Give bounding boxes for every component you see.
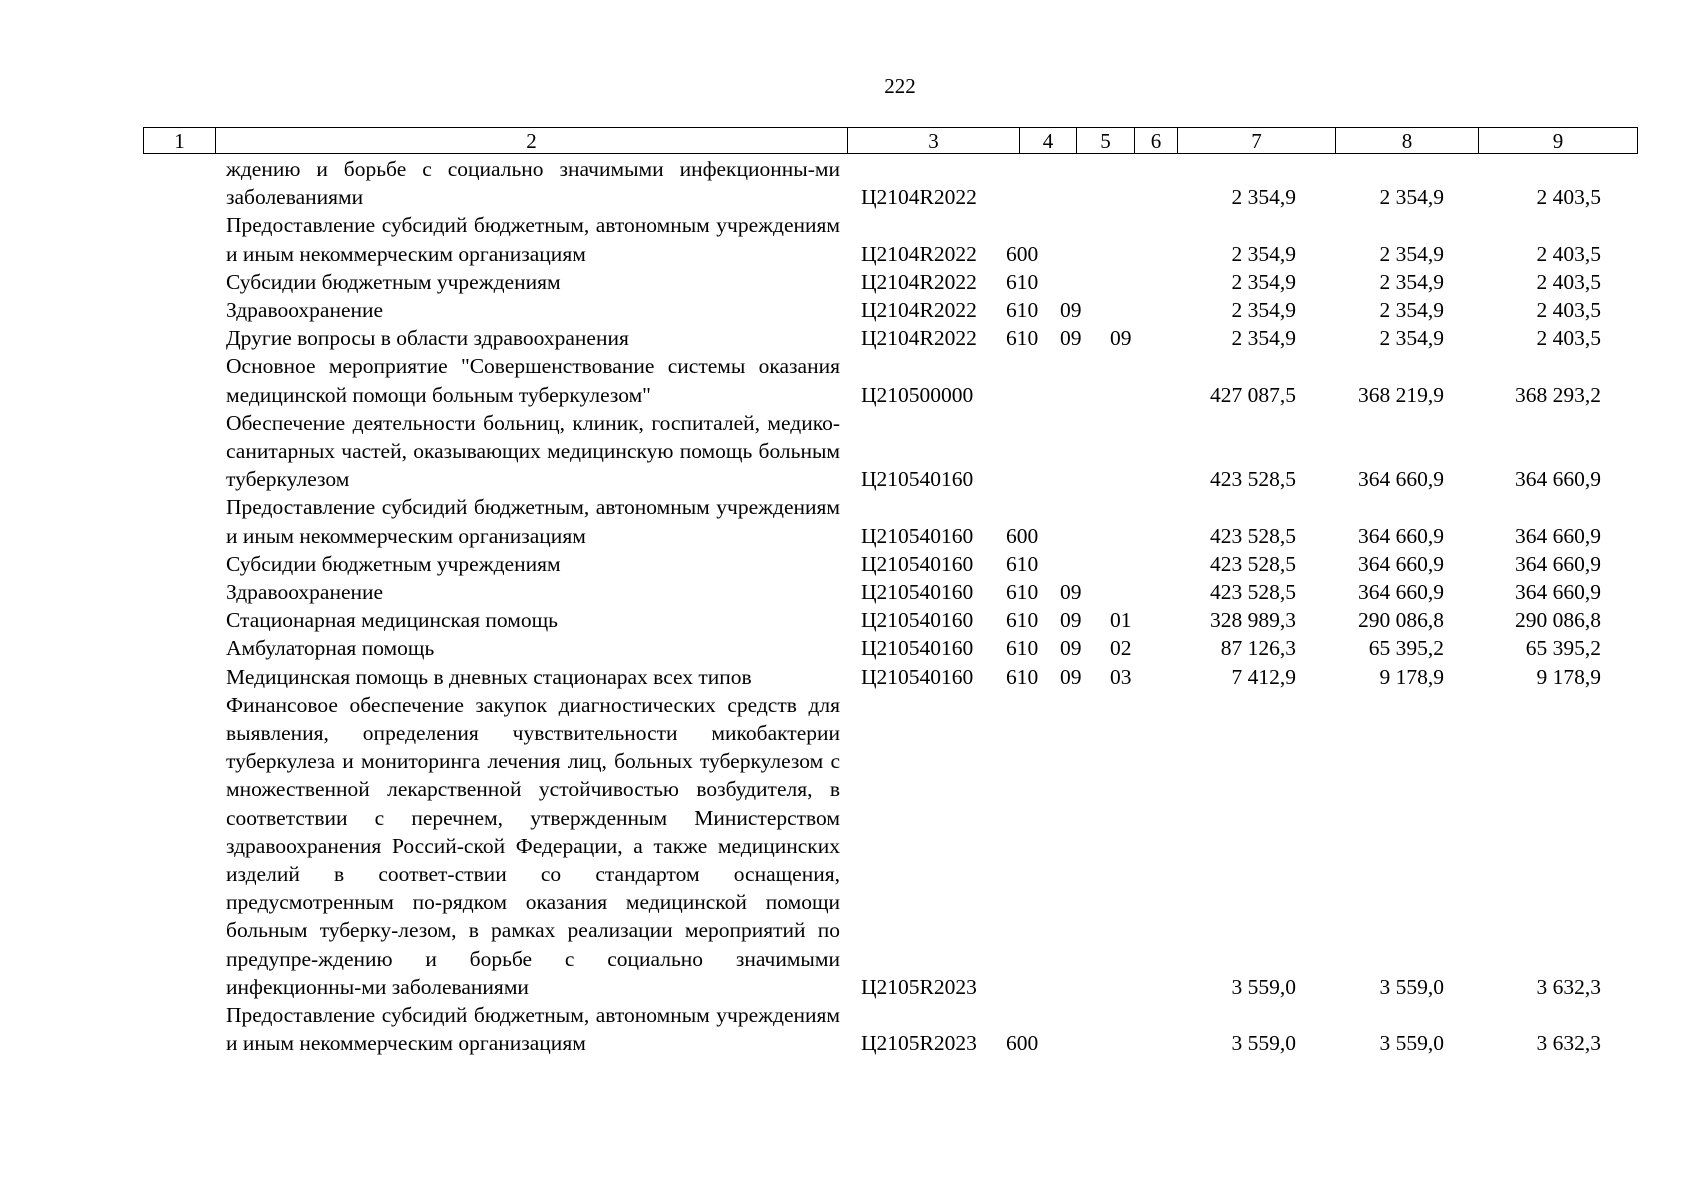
table-row <box>143 211 1637 267</box>
row-value-9: 2 403,5 <box>1536 241 1601 266</box>
row-name: ждению и борьбе с социально значимыми инфекционны-ми заболеваниями <box>226 157 840 210</box>
table-row <box>143 578 1637 606</box>
row-col-4: 600 <box>1006 523 1039 548</box>
table-row <box>143 1001 1637 1057</box>
header-row <box>144 128 1638 154</box>
row-value-7: 2 354,9 <box>1231 326 1296 351</box>
row-name: Медицинская помощь в дневных стационарах всех типов <box>226 664 752 689</box>
row-value-7: 423 528,5 <box>1210 523 1296 548</box>
table-row <box>143 493 1637 549</box>
row-value-8: 364 660,9 <box>1358 523 1444 548</box>
row-value-9: 65 395,2 <box>1525 636 1601 661</box>
row-value-7: 423 528,5 <box>1210 551 1296 576</box>
row-col-4: 610 <box>1006 608 1039 633</box>
row-value-9: 364 660,9 <box>1515 580 1601 605</box>
row-col-4: 610 <box>1006 664 1039 689</box>
row-value-8: 2 354,9 <box>1379 298 1444 323</box>
header-col-1: 1 <box>144 128 216 154</box>
row-code: Ц210540160 <box>861 551 974 576</box>
row-col-5: 09 <box>1060 580 1082 605</box>
row-col-6: 01 <box>1110 608 1132 633</box>
row-code: Ц210540160 <box>861 636 974 661</box>
row-col-4: 610 <box>1006 326 1039 351</box>
row-name: Другие вопросы в области здравоохранения <box>226 326 629 351</box>
table-row <box>143 606 1637 634</box>
row-name: Стационарная медицинская помощь <box>226 608 558 633</box>
row-col-4: 600 <box>1006 241 1039 266</box>
row-value-8: 2 354,9 <box>1379 185 1444 210</box>
row-name: Предоставление субсидий бюджетным, автономным учреждениям и иным некоммерческим организациям <box>226 213 840 266</box>
row-value-8: 2 354,9 <box>1379 241 1444 266</box>
row-name: Обеспечение деятельности больниц, клиник, госпиталей, медико-санитарных частей, оказывающих медицинскую помощь больным туберкулезом <box>226 410 840 492</box>
row-col-5: 09 <box>1060 298 1082 323</box>
row-col-4: 610 <box>1006 636 1039 661</box>
row-col-4: 610 <box>1006 298 1039 323</box>
row-col-4: 610 <box>1006 551 1039 576</box>
table-row <box>143 268 1637 296</box>
header-col-3: 3 <box>848 128 1020 154</box>
row-value-7: 423 528,5 <box>1210 580 1296 605</box>
row-value-8: 3 559,0 <box>1379 1031 1444 1056</box>
row-col-5: 09 <box>1060 664 1082 689</box>
row-value-9: 9 178,9 <box>1536 664 1601 689</box>
row-value-7: 3 559,0 <box>1231 974 1296 999</box>
row-value-8: 65 395,2 <box>1368 636 1444 661</box>
row-col-6: 09 <box>1110 326 1132 351</box>
row-value-9: 3 632,3 <box>1536 1031 1601 1056</box>
table-row <box>143 324 1637 352</box>
row-col-5: 09 <box>1060 608 1082 633</box>
row-code: Ц210540160 <box>861 580 974 605</box>
budget-table-body <box>143 155 1637 1058</box>
row-name: Здравоохранение <box>226 580 384 605</box>
header-col-7: 7 <box>1178 128 1336 154</box>
row-name: Финансовое обеспечение закупок диагностических средств для выявления, определения чувствительности микобактерии туберкулеза и мониторинга лечения лиц, больных туберкулезом с множественной лекарственной устойчивостью возбудителя, в соответствии с перечнем, утвержденным Министерством здравоохранения Россий-ской Федерации, а также медицинских изделий в соответ-ствии со стандартом оснащения, предусмотренным по-рядком оказания медицинской помощи больным туберку-лезом, в рамках реализации мероприятий по предупре-ждению и борьбе с социально значимыми инфекционны-ми заболеваниями <box>226 692 840 999</box>
table-row <box>143 691 1637 1001</box>
row-value-7: 2 354,9 <box>1231 185 1296 210</box>
row-value-8: 9 178,9 <box>1379 664 1444 689</box>
row-code: Ц2104R2022 <box>861 269 977 294</box>
row-value-8: 364 660,9 <box>1358 551 1444 576</box>
row-name: Субсидии бюджетным учреждениям <box>226 551 561 576</box>
header-col-5: 5 <box>1077 128 1135 154</box>
row-code: Ц2104R2022 <box>861 241 977 266</box>
header-col-8: 8 <box>1336 128 1479 154</box>
row-code: Ц210540160 <box>861 608 974 633</box>
row-value-7: 423 528,5 <box>1210 467 1296 492</box>
row-col-5: 09 <box>1060 636 1082 661</box>
row-value-8: 368 219,9 <box>1358 382 1444 407</box>
row-value-9: 3 632,3 <box>1536 974 1601 999</box>
table-row <box>143 634 1637 662</box>
table-row <box>143 296 1637 324</box>
row-code: Ц210500000 <box>861 382 974 407</box>
row-value-7: 7 412,9 <box>1231 664 1296 689</box>
row-value-8: 290 086,8 <box>1358 608 1444 633</box>
row-value-8: 2 354,9 <box>1379 269 1444 294</box>
header-col-2: 2 <box>216 128 848 154</box>
table-row <box>143 352 1637 408</box>
row-code: Ц2104R2022 <box>861 298 977 323</box>
row-name: Субсидии бюджетным учреждениям <box>226 269 561 294</box>
row-value-9: 2 403,5 <box>1536 298 1601 323</box>
row-value-7: 328 989,3 <box>1210 608 1296 633</box>
column-number-header <box>143 127 1638 154</box>
page-number: 222 <box>884 74 916 98</box>
header-col-6: 6 <box>1135 128 1178 154</box>
row-value-7: 2 354,9 <box>1231 241 1296 266</box>
table-row <box>143 550 1637 578</box>
row-name: Предоставление субсидий бюджетным, автономным учреждениям и иным некоммерческим организациям <box>226 1003 840 1056</box>
row-value-9: 364 660,9 <box>1515 523 1601 548</box>
header-col-4: 4 <box>1020 128 1077 154</box>
row-col-4: 600 <box>1006 1031 1039 1056</box>
row-code: Ц2104R2022 <box>861 326 977 351</box>
row-value-8: 364 660,9 <box>1358 467 1444 492</box>
row-col-4: 610 <box>1006 269 1039 294</box>
row-value-9: 2 403,5 <box>1536 185 1601 210</box>
row-code: Ц210540160 <box>861 467 974 492</box>
row-name: Здравоохранение <box>226 298 384 323</box>
row-value-9: 364 660,9 <box>1515 551 1601 576</box>
row-code: Ц2105R2023 <box>861 1031 977 1056</box>
row-value-7: 427 087,5 <box>1210 382 1296 407</box>
row-value-9: 2 403,5 <box>1536 326 1601 351</box>
row-name: Предоставление субсидий бюджетным, автономным учреждениям и иным некоммерческим организациям <box>226 495 840 548</box>
row-col-5: 09 <box>1060 326 1082 351</box>
row-value-9: 364 660,9 <box>1515 467 1601 492</box>
row-value-9: 290 086,8 <box>1515 608 1601 633</box>
row-value-7: 87 126,3 <box>1220 636 1296 661</box>
row-value-7: 2 354,9 <box>1231 298 1296 323</box>
row-value-9: 368 293,2 <box>1515 382 1601 407</box>
row-value-9: 2 403,5 <box>1536 269 1601 294</box>
table-row <box>143 409 1637 494</box>
row-value-7: 3 559,0 <box>1231 1031 1296 1056</box>
row-value-8: 3 559,0 <box>1379 974 1444 999</box>
row-code: Ц2105R2023 <box>861 974 977 999</box>
row-value-8: 364 660,9 <box>1358 580 1444 605</box>
row-name: Основное мероприятие "Совершенствование системы оказания медицинской помощи больным туберкулезом" <box>226 354 840 407</box>
row-code: Ц210540160 <box>861 523 974 548</box>
row-col-6: 02 <box>1110 636 1132 661</box>
row-name: Амбулаторная помощь <box>226 636 435 661</box>
row-col-6: 03 <box>1110 664 1132 689</box>
table-row <box>143 155 1637 211</box>
row-code: Ц2104R2022 <box>861 185 977 210</box>
header-col-9: 9 <box>1479 128 1638 154</box>
row-value-7: 2 354,9 <box>1231 269 1296 294</box>
row-code: Ц210540160 <box>861 664 974 689</box>
table-row <box>143 663 1637 691</box>
row-value-8: 2 354,9 <box>1379 326 1444 351</box>
row-col-4: 610 <box>1006 580 1039 605</box>
